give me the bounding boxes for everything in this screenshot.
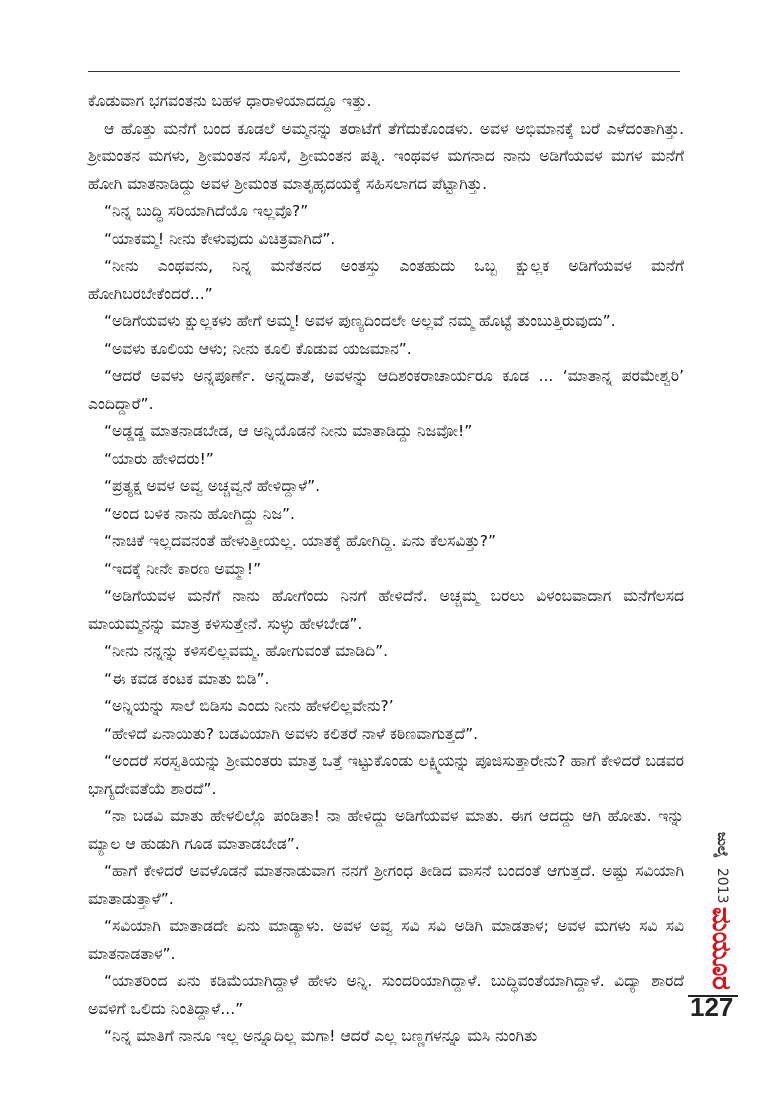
issue-year: 2013 [714,867,730,904]
paragraph: “ಅಡ್ಡಡ್ಡ ಮಾತನಾಡಬೇಡ, ಆ ಅನ್ನಿಯೊಡನೆ ನೀನು ಮಾತಾಡಿದ್ದು ನಿಜವೋ!” [104,422,473,440]
paragraph: “ಅಂದರೆ ಸರಸ್ವತಿಯನ್ನು ಶ್ರೀಮಂತರು ಮಾತ್ರ ಒತ್ತೆ ಇಟ್ಟುಕೊಂಡು ಲಕ್ಷ್ಮಿಯನ್ನು ಪೂಜಿಸುತ್ತಾರೇನು? ಹಾಗೆ ಕೇಳಿದರೆ ಬಡವರ ಭಾಗ್ಯದೇವತೆಯೆ ಶಾರದೆ”. [88,752,684,798]
logo-text: ಮಯೂರ [706,907,736,990]
paragraph: “ಯಾತರಿಂದ ಏನು ಕಡಿಮೆಯಾಗಿದ್ದಾಳೆ ಹೇಳು ಅನ್ನಿ. ಸುಂದರಿಯಾಗಿದ್ದಾಳೆ. ಬುದ್ಧಿವಂತೆಯಾಗಿದ್ದಾಳೆ. ವಿದ್ಯಾ ಶಾರದೆ ಅವಳಿಗೆ ಒಲಿದು ನಿಂತಿದ್ದಾಳೆ...” [88,972,684,1018]
paragraph: “ನಿನ್ನ ಬುದ್ಧಿ ಸರಿಯಾಗಿದೆಯೊ ಇಲ್ಲವೊ?” [104,202,309,220]
story-text [88,88,684,1051]
paragraph: “ನಿನ್ನ ಮಾತಿಗೆ ನಾನೂ ಇಲ್ಲ ಅನ್ನೂದಿಲ್ಲ ಮಗಾ! ಆದರೆ ಎಲ್ಲ ಬಣ್ಣಗಳನ್ನೂ ಮಸಿ ನುಂಗಿತು [104,1027,538,1045]
paragraph: “ಅಡಿಗೆಯವಳ ಮನೆಗೆ ನಾನು ಹೋಗೆಂದು ನಿನಗೆ ಹೇಳಿದೆನೆ. ಅಚ್ಚಮ್ಮ ಬರಲು ವಿಳಂಬವಾದಾಗ ಮನೆಗೆಲಸದ ಮಾಯಮ್ಮನನ್ನು ಮಾತ್ರ ಕಳಿಸುತ್ತೇನೆ. ಸುಳ್ಳು ಹೇಳಬೇಡ”. [88,587,684,633]
paragraph: “ಅನ್ನಿಯನ್ನು ಸಾಲೆ ಬಿಡಿಸು ಎಂದು ನೀನು ಹೇಳಲಿಲ್ಲವೇನು?’ [104,697,394,715]
paragraph: “ಯಾರು ಹೇಳಿದರು!” [104,449,214,468]
paragraph: “ಅವಳು ಕೂಲಿಯ ಆಳು; ನೀನು ಕೂಲಿ ಕೊಡುವ ಯಜಮಾನ”. [104,339,412,358]
paragraph: “ಅಡಿಗೆಯವಳು ಕ್ಷುಲ್ಲಕಳು ಹೇಗೆ ಅಮ್ಮ! ಅವಳ ಪುಣ್ಯದಿಂದಲೇ ಅಲ್ಲವೆ ನಮ್ಮ ಹೊಟ್ಟೆ ತುಂಬುತ್ತಿರುವುದು”. [104,312,616,330]
paragraph: ಆ ಹೊತ್ತು ಮನೆಗೆ ಬಂದ ಕೂಡಲೆ ಅಮ್ಮನನ್ನು ತರಾಟೆಗೆ ತೆಗೆದುಕೊಂಡಳು. ಅವಳ ಅಭಿಮಾನಕ್ಕೆ ಬರೆ ಎಳೆದಂತಾಗಿತ್ತು. ಶ್ರೀಮಂತನ ಮಗಳು, ಶ್ರೀಮಂತನ ಸೊಸೆ, ಶ್ರೀಮಂತನ ಪತ್ನಿ. ಇಂಥವಳ ಮಗನಾದ ನಾನು ಅಡಿಗೆಯವಳ ಮಗಳ ಮನೆಗೆ ಹೋಗಿ ಮಾತನಾಡಿದ್ದು ಅವಳ ಶ್ರೀಮಂತ ಮಾತೃಹೃದಯಕ್ಕೆ ಸಹಿಸಲಾಗದ ಪೆಟ್ಟಾಗಿತ್ತು. [88,119,684,193]
paragraph: “ನಾಚಿಕೆ ಇಲ್ಲದವನಂತೆ ಹೇಳುತ್ತೀಯಲ್ಲ. ಯಾತಕ್ಕೆ ಹೋಗಿದ್ದಿ. ಏನು ಕೆಲಸವಿತ್ತು?” [104,532,497,550]
paragraph: “ಆದರೆ ಅವಳು ಅನ್ನಪೂರ್ಣೆ. ಅನ್ನದಾತೆ, ಅವಳನ್ನು ಆದಿಶಂಕರಾಚಾರ್ಯರೂ ಕೂಡ ... ‘ಮಾತಾನ್ನ ಪರಮೇಶ್ವರಿ’ ಎಂದಿದ್ದಾರೆ”. [88,367,684,413]
paragraph: “ನೀನು ನನ್ನನ್ನು ಕಳಿಸಲಿಲ್ಲವಮ್ಮ. ಹೋಗುವಂತೆ ಮಾಡಿದಿ”. [104,642,389,660]
paragraph: “ಸವಿಯಾಗಿ ಮಾತಾಡದೇ ಏನು ಮಾಡ್ಯಾಳು. ಅವಳ ಅವ್ವ ಸವಿ ಸವಿ ಅಡಿಗಿ ಮಾಡತಾಳ; ಅವಳ ಮಗಳು ಸವಿ ಸವಿ ಮಾತನಾಡತಾಳ”. [88,917,684,963]
paragraph: ಕೊಡುವಾಗ ಭಗವಂತನು ಬಹಳ ಧಾರಾಳಿಯಾದದ್ದೂ ಇತ್ತು. [88,92,372,110]
header-rule [88,71,680,72]
page-number: 127 [690,992,734,1022]
paragraph: “ನಾ ಬಡವಿ ಮಾತು ಹೇಳಲಿಲ್ಲೊ ಪಂಡಿತಾ! ನಾ ಹೇಳಿದ್ದು ಅಡಿಗೆಯವಳ ಮಾತು. ಈಗ ಆದದ್ದು ಆಗಿ ಹೋತು. ಇನ್ನು ಮ್ಯಾಲ ಆ ಹುಡುಗಿ ಗೂಡ ಮಾತಾಡಬೇಡ”. [88,807,684,853]
issue-month: ಜುಲೈ [714,832,730,858]
paragraph: “ಹಾಗೆ ಕೇಳಿದರೆ ಅವಳೊಡನೆ ಮಾತನಾಡುವಾಗ ನನಗೆ ಶ್ರೀಗಂಧ ತೀಡಿದ ವಾಸನೆ ಬಂದಂತೆ ಆಗುತ್ತದೆ. ಅಷ್ಟು ಸವಿಯಾಗಿ ಮಾತಾಡುತ್ತಾಳೆ”. [88,862,684,908]
paragraph: “ಪ್ರತ್ಯಕ್ಷ ಅವಳ ಅವ್ವ ಅಚ್ಚವ್ವನೆ ಹೇಳಿದ್ದಾಳೆ”. [104,477,321,495]
paragraph: “ಈ ಕವಡ ಕಂಟಕ ಮಾತು ಬಿಡಿ”. [104,669,270,688]
paragraph: “ಯಾಕಮ್ಮ! ನೀನು ಕೇಳುವುದು ವಿಚಿತ್ರವಾಗಿದೆ”. [104,229,336,248]
paragraph: “ಇದಕ್ಕೆ ನೀನೇ ಕಾರಣ ಅಮ್ಮಾ!” [104,559,262,578]
magazine-logo [699,905,743,997]
paragraph: “ನೀನು ಎಂಥವನು, ನಿನ್ನ ಮನೆತನದ ಅಂತಸ್ತು ಎಂತಹುದು ಒಬ್ಬ ಕ್ಷುಲ್ಲಕ ಅಡಿಗೆಯವಳ ಮನೆಗೆ ಹೋಗಿಬರಬೇಕೆಂದರೆ...” [88,257,684,303]
paragraph: “ಅಂದ ಬಳಿಕ ನಾನು ಹೋಗಿದ್ದು ನಿಜ”. [104,504,295,523]
paragraph: “ಹೇಳಿದೆ ಏನಾಯಿತು? ಬಡವಿಯಾಗಿ ಅವಳು ಕಲಿತರೆ ನಾಳೆ ಕಠಿಣವಾಗುತ್ತದೆ”. [104,724,479,743]
